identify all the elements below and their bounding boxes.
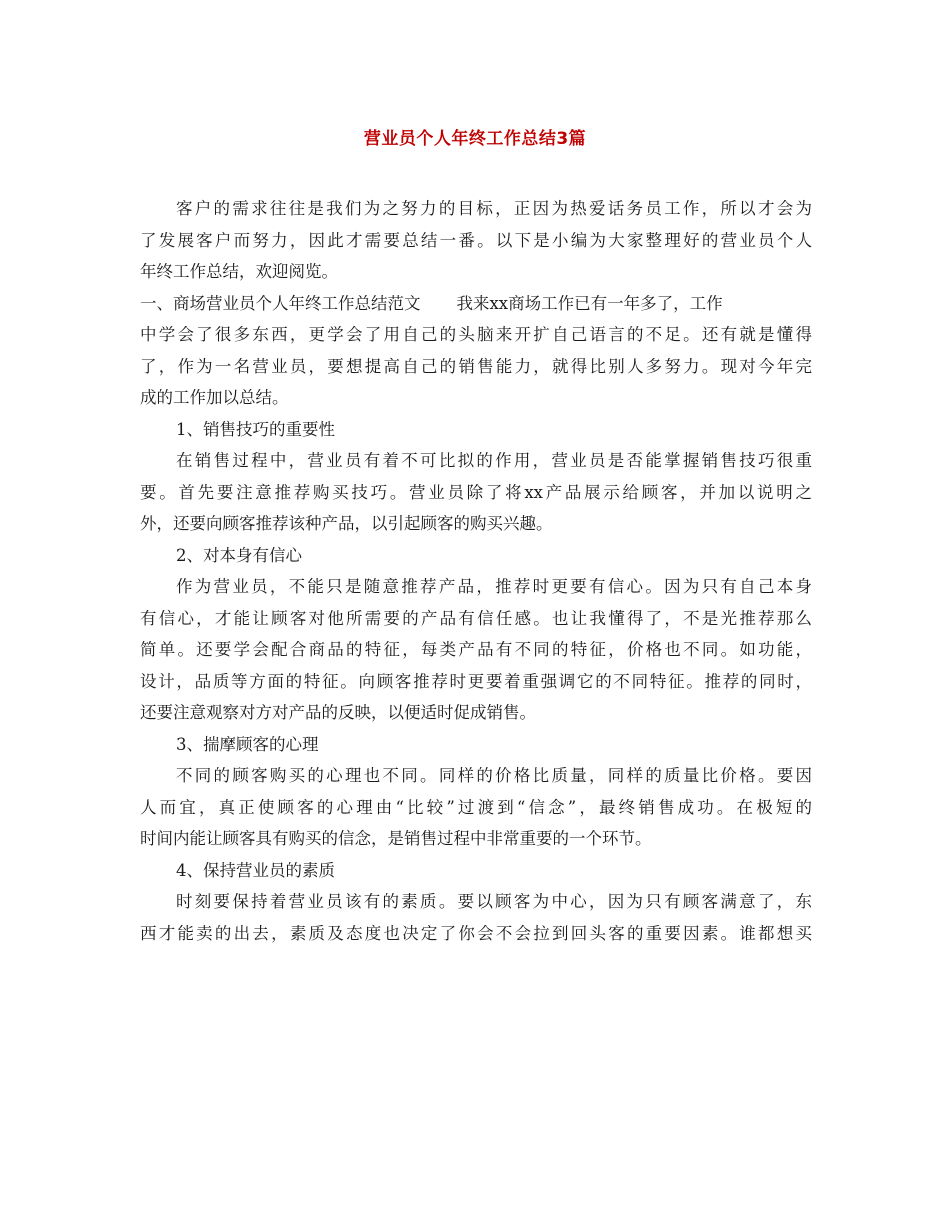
subheading: 4、保持营业员的素质 — [176, 860, 335, 880]
text-line: 年终工作总结，欢迎阅览。 — [140, 262, 338, 281]
text-line: 还要注意观察对方对产品的反映，以便适时促成销售。 — [140, 703, 536, 722]
document-title: 营业员个人年终工作总结3篇 — [363, 129, 587, 149]
text-line: 外，还要向顾客推荐该种产品，以引起顾客的购买兴趣。 — [140, 514, 553, 533]
text-line: 成的工作加以总结。 — [140, 388, 289, 407]
text-line: 有信心，才能让顾客对他所需要的产品有信任感。也让我懂得了，不是光推荐那么 — [140, 608, 812, 628]
document-body — [140, 193, 812, 949]
text-line: 了发展客户而努力，因此才需要总结一番。以下是小编为大家整理好的营业员个人 — [140, 230, 812, 250]
subheading: 1、销售技巧的重要性 — [176, 419, 335, 439]
text-line: 简单。还要学会配合商品的特征，每类产品有不同的特征，价格也不同。如功能， — [140, 640, 812, 659]
text-line: 时间内能让顾客具有购买的信念，是销售过程中非常重要的一个环节。 — [140, 829, 652, 848]
text-line: 客户的需求往往是我们为之努力的目标，正因为热爱话务员工作，所以才会为 — [176, 199, 812, 218]
text-line: 要。首先要注意推荐购买技巧。营业员除了将xx产品展示给顾客，并加以说明之 — [140, 482, 812, 502]
text-line: 西才能卖的出去，素质及态度也决定了你会不会拉到回头客的重要因素。谁都想买 — [140, 923, 812, 943]
section-heading: 一、商场营业员个人年终工作总结范文 — [140, 293, 421, 313]
text-line: 中学会了很多东西，更学会了用自己的头脑来开扩自己语言的不足。还有就是懂得 — [140, 325, 812, 344]
subheading: 3、揣摩顾客的心理 — [176, 734, 319, 754]
text-line: 了，作为一名营业员，要想提高自己的销售能力，就得比别人多努力。现对今年完 — [140, 356, 812, 376]
text-segment: 我来xx商场工作已有一年多了，工作 — [456, 293, 723, 313]
text-line: 时刻要保持着营业员该有的素质。要以顾客为中心，因为只有顾客满意了，东 — [176, 892, 812, 911]
subheading: 2、对本身有信心 — [176, 545, 302, 565]
text-line: 在销售过程中，营业员有着不可比拟的作用，营业员是否能掌握销售技巧很重 — [176, 451, 812, 470]
text-line — [140, 288, 812, 320]
text-line: 设计，品质等方面的特征。向顾客推荐时更要着重强调它的不同特征。推荐的同时， — [140, 671, 812, 691]
text-line: 人而宜，真正使顾客的心理由“比较”过渡到“信念”，最终销售成功。在极短的 — [140, 797, 812, 817]
text-line: 不同的顾客购买的心理也不同。同样的价格比质量，同样的质量比价格。要因 — [176, 766, 812, 785]
text-line: 作为营业员，不能只是随意推荐产品，推荐时更要有信心。因为只有自己本身 — [176, 577, 812, 596]
